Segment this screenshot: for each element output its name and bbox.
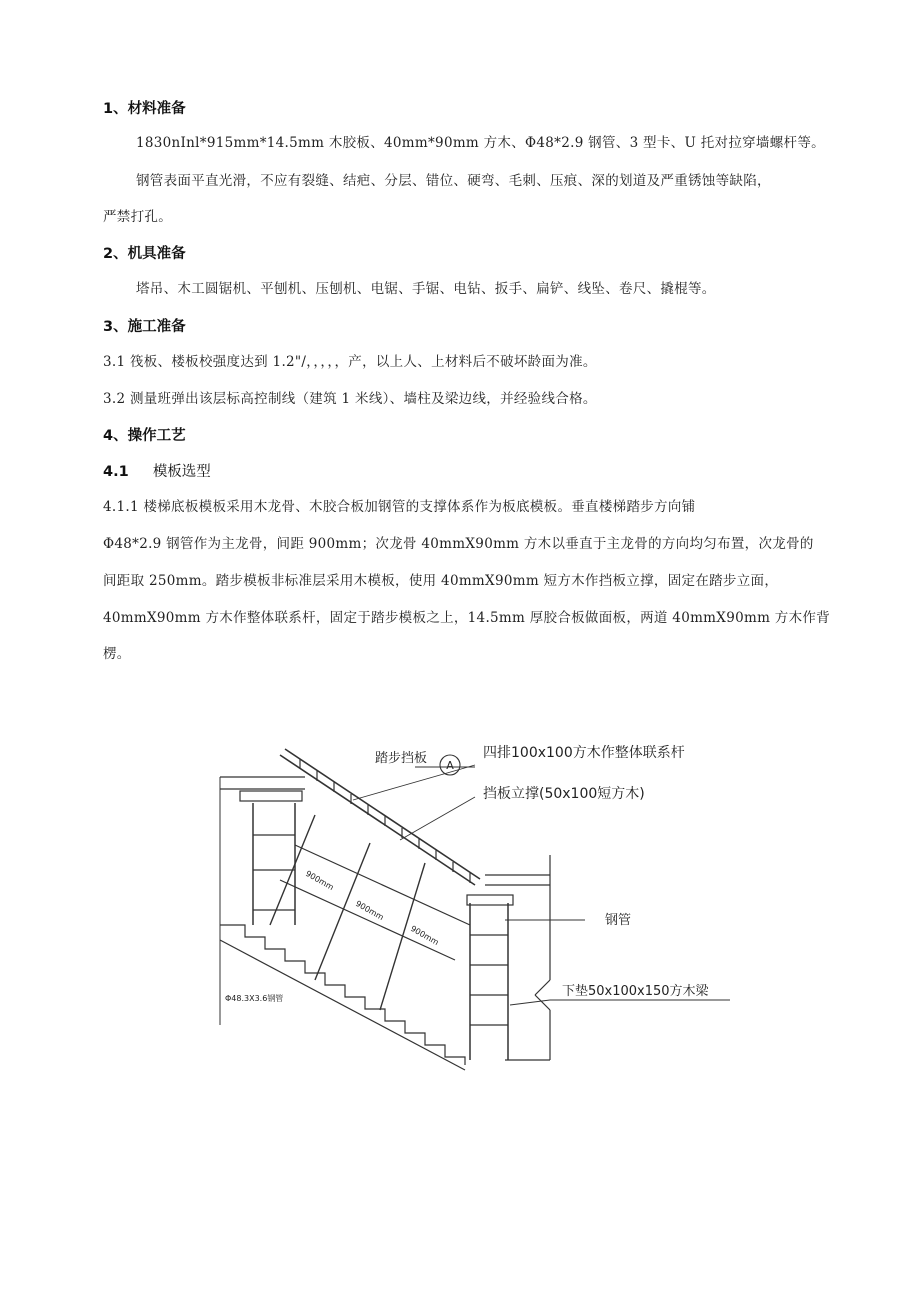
- spacing-label: 900mm: [304, 868, 336, 893]
- heading-operation-process: 4、操作工艺: [103, 428, 186, 444]
- prep-item-3-1: 3.1 筏板、楼板校强度达到 1.2"/，，，，，产，以上人、上材料后不破坏龄面为准。: [103, 354, 597, 370]
- spacing-label: 900mm: [354, 898, 386, 923]
- heading-construction-prep: 3、施工准备: [103, 319, 186, 335]
- horizontal-tie: [280, 880, 455, 960]
- support-beam: [467, 895, 513, 905]
- leader-line: [353, 765, 475, 800]
- label-pipe-spec: Φ48.3X3.6钢管: [225, 994, 284, 1003]
- paragraph-line: 楞。: [103, 646, 131, 662]
- prep-item-3-2: 3.2 测量班弹出该层标高控制线（建筑 1 米线）、墙柱及梁边线，并经验线合格。: [103, 391, 597, 407]
- break-line: [535, 980, 550, 995]
- inclined-pipe: [315, 843, 370, 980]
- spacing-label: 900mm: [409, 923, 441, 948]
- label-tie-bar: 四排100x100方木作整体联系杆: [483, 745, 685, 761]
- heading-materials: 1、材料准备: [103, 101, 186, 117]
- heading-tools: 2、机具准备: [103, 246, 186, 262]
- leader-line: [400, 797, 475, 840]
- subheading-number: 4.1: [103, 464, 129, 480]
- steel-pipe-requirements: 钢管表面平直光滑，不应有裂缝、结疤、分层、错位、硬弯、毛刺、压痕、深的划道及严重锈蚀等缺陷，: [136, 173, 771, 189]
- label-upright: 挡板立撑(50x100短方木): [483, 786, 645, 802]
- label-steel-pipe: 钢管: [605, 913, 632, 928]
- detail-marker-label: A: [446, 759, 454, 772]
- paragraph-line: 4.1.1 楼梯底板模板采用木龙骨、木胶合板加钢管的支撑体系作为板底模板。垂直楼梯踏步方向铺: [103, 499, 696, 515]
- steel-pipe-requirements-cont: 严禁打孔。: [103, 209, 172, 225]
- tools-list: 塔吊、木工圆锯机、平刨机、压刨机、电锯、手锯、电钻、扳手、扁铲、线坠、卷尺、撬棍等。: [136, 281, 716, 297]
- lower-stair-soffit: [220, 940, 465, 1070]
- label-beam: 下垫50x100x150方木梁: [562, 984, 709, 999]
- stair-formwork-drawing: [205, 725, 735, 1075]
- upper-beam: [240, 791, 302, 801]
- paragraph-line: 40mmX90mm 方木作整体联系杆，固定于踏步模板之上，14.5mm 厚胶合板做面板，两道 40mmX90mm 方木作背: [103, 610, 830, 626]
- break-line: [535, 995, 550, 1010]
- subheading-title: 模板选型: [152, 464, 211, 480]
- materials-list: 1830nInl*915mm*14.5mm 木胶板、40mm*90mm 方木、Φ48*2.9 钢管、3 型卡、U 托对拉穿墙螺杆等。: [136, 135, 825, 151]
- subheading-formwork-selection: [103, 460, 211, 481]
- label-step-board: 踏步挡板: [375, 751, 428, 766]
- stair-formwork-svg: [205, 725, 735, 1075]
- paragraph-line: Φ48*2.9 钢管作为主龙骨，间距 900mm；次龙骨 40mmX90mm 方木以垂直于主龙骨的方向均匀布置，次龙骨的: [103, 536, 814, 552]
- paragraph-line: 间距取 250mm。踏步模板非标准层采用木模板，使用 40mmX90mm 短方木作挡板立撑，固定在踏步立面，: [103, 573, 779, 589]
